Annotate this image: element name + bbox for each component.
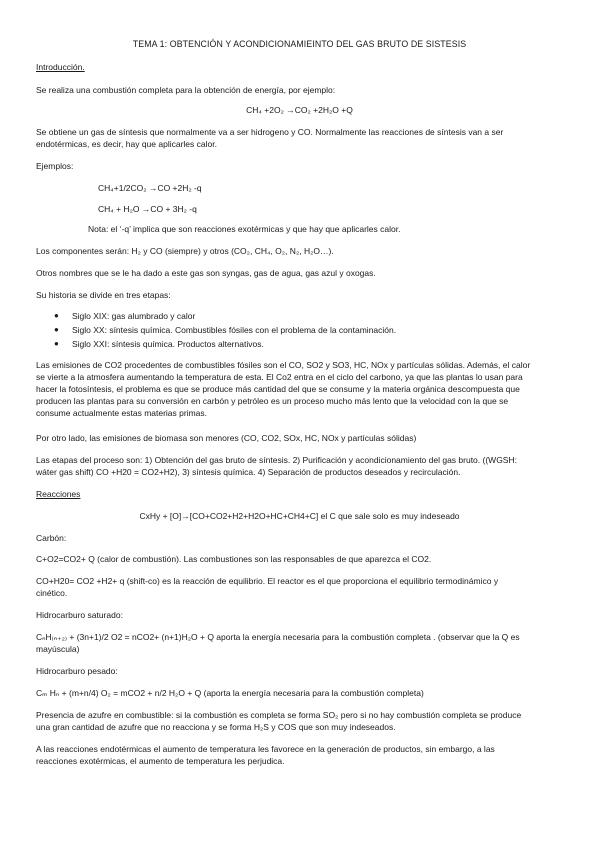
list-item: ● Siglo XXI: síntesis química. Productos alternativos. xyxy=(54,339,264,349)
paragraph-biomass: Por otro lado, las emisiones de biomasa son menores (CO, CO2, SOx, HC, NOx y partículas sólidas) xyxy=(36,433,417,443)
paragraph-temperature-line-1: A las reacciones endotérmicas el aumento de temperatura les favorece en la generación de productos, sin embargo, a las xyxy=(36,744,495,754)
saturated-hydrocarbon-label: Hidrocarburo saturado: xyxy=(36,610,123,620)
bullet-icon: ● xyxy=(54,339,59,348)
carbon-label: Carbón: xyxy=(36,533,67,543)
paragraph-temperature-line-2: reacciones exotérmicas, el aumento de temperatura les perjudica. xyxy=(36,756,285,766)
history-list xyxy=(52,309,396,351)
paragraph-stages-line-2: wáter gas shift) CO +H20 = CO2+H2), 3) síntesis química. 4) Separación de productos deseados y recirculación. xyxy=(36,467,461,477)
paragraph-history-intro: Su historia se divide en tres etapas: xyxy=(36,290,171,300)
note-text: Nota: el ‘-q’ implica que son reacciones exotérmicas y que hay que aplicarles calor. xyxy=(88,224,401,234)
paragraph-shift-line-2: cinético. xyxy=(36,588,68,598)
paragraph-synthesis-gas-line-2: endotérmicas, es decir, hay que aplicarles calor. xyxy=(36,139,217,149)
paragraph-emissions-line-4: producen las plantas para su conversión en carbón y petróleo es un proceso mucho más lento que la velocidad con la que se xyxy=(36,396,509,406)
equation-methane-combustion: CH₄ +2O₂ →CO₂ +2H₂O +Q xyxy=(246,105,353,115)
paragraph-emissions-line-2: se vierte a la atmosfera aumentando la temperatura de esta. El Co2 entra en el ciclo del carbono, ya que las plantas lo usan para xyxy=(36,372,523,382)
examples-label: Ejemplos: xyxy=(36,161,74,171)
section-heading-introduction: Introducción. xyxy=(36,62,85,72)
section-heading-reactions: Reacciones xyxy=(36,489,81,499)
paragraph-shift-line-1: CO+H20= CO2 +H2+ q (shift-co) es la reacción de equilibrio. El reactor es el que proporciona el equilibrio termodinámico y xyxy=(36,576,499,586)
paragraph-emissions-line-3: hacer la fotosíntesis, el problema es que se produce más cantidad del que se consume y la materia orgánica descompuesta que xyxy=(36,384,520,394)
list-item: ● Siglo XIX: gas alumbrado y calor xyxy=(54,311,196,321)
paragraph-sulfur-line-1: Presencia de azufre en combustible: si la combustión es completa se forma SO₂ pero si no hay combustión completa se produce xyxy=(36,710,522,720)
equation-general-reaction: CxHy + [O]→[CO+CO2+H2+H2O+HC+CH4+C] el C que sale solo es muy indeseado xyxy=(139,511,460,521)
paragraph-emissions-line-5: consume actualmente estas materias primas. xyxy=(36,408,208,418)
paragraph-carbon: C+O2=CO2+ Q (calor de combustión). Las combustiones son las responsables de que aparezca el CO2. xyxy=(36,554,432,564)
paragraph-heavy: Cₘ Hₙ + (m+n/4) O₂ = mCO2 + n/2 H₂O + Q (aporta la energía necesaria para la combustión completa) xyxy=(36,688,424,698)
bullet-icon: ● xyxy=(54,325,59,334)
paragraph-synthesis-gas-line-1: Se obtiene un gas de síntesis que normalmente va a ser hidrogeno y CO. Normalmente las reacciones de síntesis van a ser xyxy=(36,127,504,137)
paragraph-other-names: Otros nombres que se le ha dado a este gas son syngas, gas de agua, gas azul y oxogas. xyxy=(36,268,376,278)
paragraph-saturated-line-2: mayúscula) xyxy=(36,644,80,654)
document-title: TEMA 1: OBTENCIÓN Y ACONDICIONAMIEINTO DEL GAS BRUTO DE SISTESIS xyxy=(132,39,467,49)
paragraph-components: Los componentes serán: H₂ y CO (siempre) y otros (CO₂, CH₄, O₂, N₂, H₂O…). xyxy=(36,246,334,256)
paragraph-emissions-line-1: Las emisiones de CO2 procedentes de combustibles fósiles son el CO, SO2 y SO3, HC, NOx y partículas sólidas. Además, el calor xyxy=(36,360,531,370)
example-equation-2: CH₄ + H₂O →CO + 3H₂ -q xyxy=(98,204,197,214)
paragraph-saturated-line-1: CₙH₍ₙ₊₂₎ + (3n+1)/2 O2 = nCO2+ (n+1)H₂O + Q aporta la energía necesaria para la combustión completa . (observar que la Q es xyxy=(36,632,520,642)
example-equation-1: CH₄+1/2CO₂ →CO +2H₂ -q xyxy=(98,183,202,193)
paragraph-combustion: Se realiza una combustión completa para la obtención de energía, por ejemplo: xyxy=(36,85,336,95)
paragraph-stages-line-1: Las etapas del proceso son: 1) Obtención del gas bruto de síntesis. 2) Purificación y acondicionamiento del gas bruto. ((WGSH: xyxy=(36,455,517,465)
list-item: ● Siglo XX: síntesis química. Combustibles fósiles con el problema de la contaminación. xyxy=(54,325,397,335)
paragraph-sulfur-line-2: una gran cantidad de azufre que no reacciona y se forma H₂S y COS que son muy indeseados. xyxy=(36,722,396,732)
bullet-icon: ● xyxy=(54,311,59,320)
heavy-hydrocarbon-label: Hidrocarburo pesado: xyxy=(36,666,118,676)
